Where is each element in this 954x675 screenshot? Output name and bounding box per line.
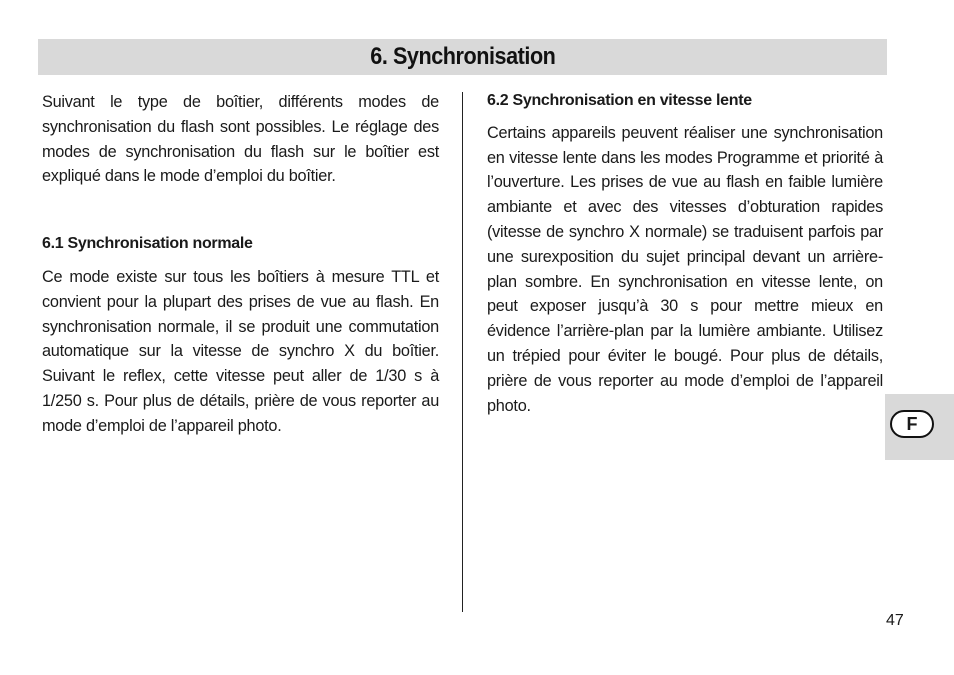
intro-paragraph: Suivant le type de boîtier, différents modes de synchronisation du flash sont possibles. Le réglage des modes de synchronisation du flash sur le boîtier est expliqué dans le mode d’emploi du boîtier. xyxy=(42,93,439,186)
section-heading-normal-sync: 6.1 Synchronisation normale xyxy=(42,235,253,253)
left-column xyxy=(42,88,439,439)
section-title-bar xyxy=(38,39,887,75)
column-divider xyxy=(462,92,463,612)
language-label: F xyxy=(906,413,918,434)
page-title: 6. Synchronisation xyxy=(369,43,556,70)
section-body-slow-sync: Certains appareils peuvent réaliser une synchronisation en vitesse lente dans les modes Programme et priorité à l’ouverture. Les prises de vue au flash en faible lumière ambiante et avec des vitesses d’obturation rapides (vitesse de synchro X normale) se traduisent parfois par une surexposition du sujet principal devant un arrière-plan sombre. En synchronisation en vitesse lente, on peut exposer jusqu’à 30 s pour mettre mieux en évidence l’arrière-plan par la lumière ambiante. Utilisez un trépied pour éviter le bougé. Pour plus de détails, prière de vous reporter au mode d’emploi de l’appareil photo. xyxy=(487,123,883,415)
language-badge xyxy=(890,410,934,438)
section-heading-slow-sync: 6.2 Synchronisation en vitesse lente xyxy=(487,92,752,109)
page-number: 47 xyxy=(886,612,904,629)
section-body-normal-sync: Ce mode existe sur tous les boîtiers à mesure TTL et convient pour la plupart des prises de vue au flash. En synchronisation normale, il se produit une commutation automatique sur la vitesse de synchro X du boîtier. Suivant le reflex, cette vitesse peut aller de 1/30 s à 1/250 s. Pour plus de détails, prière de vous reporter au mode d’emploi de l’appareil photo. xyxy=(42,267,439,435)
right-column xyxy=(487,88,883,418)
